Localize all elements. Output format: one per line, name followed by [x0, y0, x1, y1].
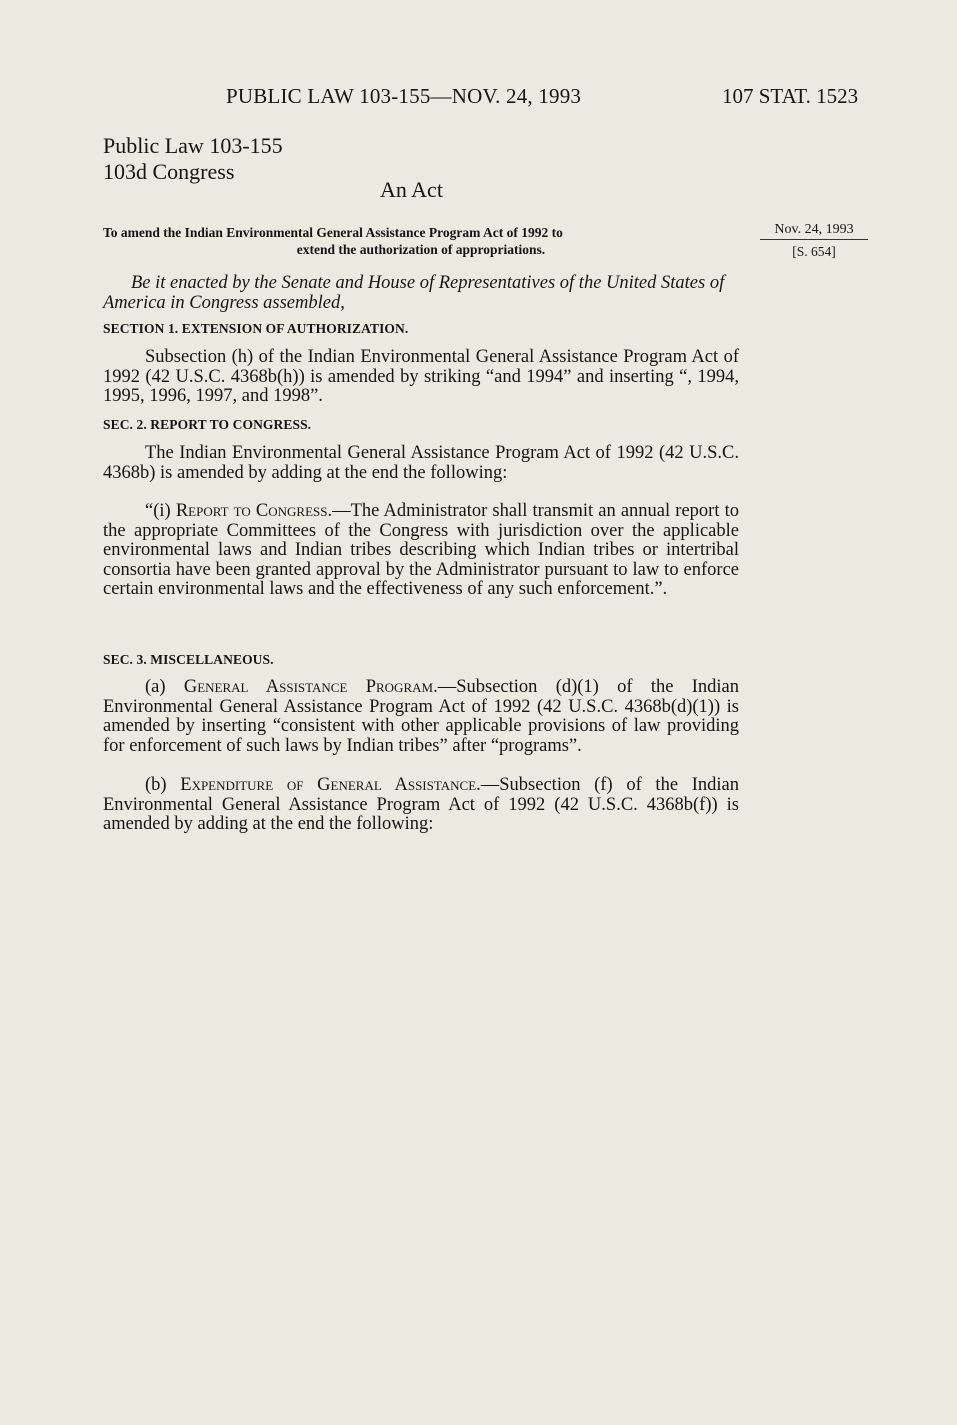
quote-prefix: “(i)	[145, 501, 176, 521]
enacting-clause: Be it enacted by the Senate and House of Representatives of the United States of America in Congress assembled,	[103, 273, 725, 313]
margin-note-bill: [S. 654]	[792, 244, 836, 259]
subsection-b-prefix: (b)	[145, 775, 181, 795]
purpose-line-1: To amend the Indian Environmental General Assistance Program Act of 1992 to	[103, 225, 563, 240]
section-2-body: The Indian Environmental General Assistance Program Act of 1992 (42 U.S.C. 4368b) is amended by adding at the end the following:	[103, 443, 739, 483]
subsection-a-text: .—Subsection (d)(1) of the Indian Environmental General Assistance Program Act of 1992 (42 U.S.C. 4368b(d)(1)) is amended by inserting “consistent with other applicable provisions of law providing for enforcement of such laws by Indian tribes” after “programs”.	[103, 677, 739, 756]
section-1-heading: SECTION 1. EXTENSION OF AUTHORIZATION.	[103, 321, 409, 336]
running-head: PUBLIC LAW 103-155—NOV. 24, 1993	[226, 84, 582, 108]
section-3-subsection-a	[103, 678, 739, 756]
stat-citation: 107 STAT. 1523	[722, 84, 859, 108]
section-1-body: Subsection (h) of the Indian Environmental General Assistance Program Act of 1992 (42 U.S.C. 4368b(h)) is amended by striking “and 1994” and inserting “, 1994, 1995, 1996, 1997, and 1998”.	[103, 347, 739, 406]
subsection-b-caption: Expenditure of General Assistance	[180, 775, 477, 795]
quote-caption: Report to Congress	[175, 501, 328, 521]
section-3-heading: SEC. 3. MISCELLANEOUS.	[103, 652, 274, 667]
congress-number: 103d Congress	[103, 159, 235, 184]
section-3-subsection-b	[103, 776, 739, 835]
act-title: An Act	[380, 177, 443, 202]
purpose-statement	[103, 224, 739, 258]
subsection-b-text: .—Subsection (f) of the Indian Environmental General Assistance Program Act of 1992 (42 U.S.C. 4368b(f)) is amended by adding at the end the following:	[103, 775, 739, 834]
quote-text: .—The Administrator shall transmit an annual report to the appropriate Committees of the Congress with jurisdiction over the applicable environmental laws and Indian tribes describing which Indian tribes or intertribal consortia have been granted approval by the Administrator pursuant to law to enforce certain environmental laws and the effectiveness of any such enforcement.”.	[103, 501, 739, 599]
margin-note-date: Nov. 24, 1993	[760, 222, 868, 240]
subsection-a-prefix: (a)	[145, 677, 184, 697]
purpose-line-2: extend the authorization of appropriations.	[296, 242, 546, 257]
subsection-a-caption: General Assistance Program	[183, 677, 434, 697]
public-law-number: Public Law 103-155	[103, 133, 283, 158]
section-2-heading: SEC. 2. REPORT TO CONGRESS.	[103, 417, 312, 432]
section-2-quoted-text	[103, 502, 739, 600]
